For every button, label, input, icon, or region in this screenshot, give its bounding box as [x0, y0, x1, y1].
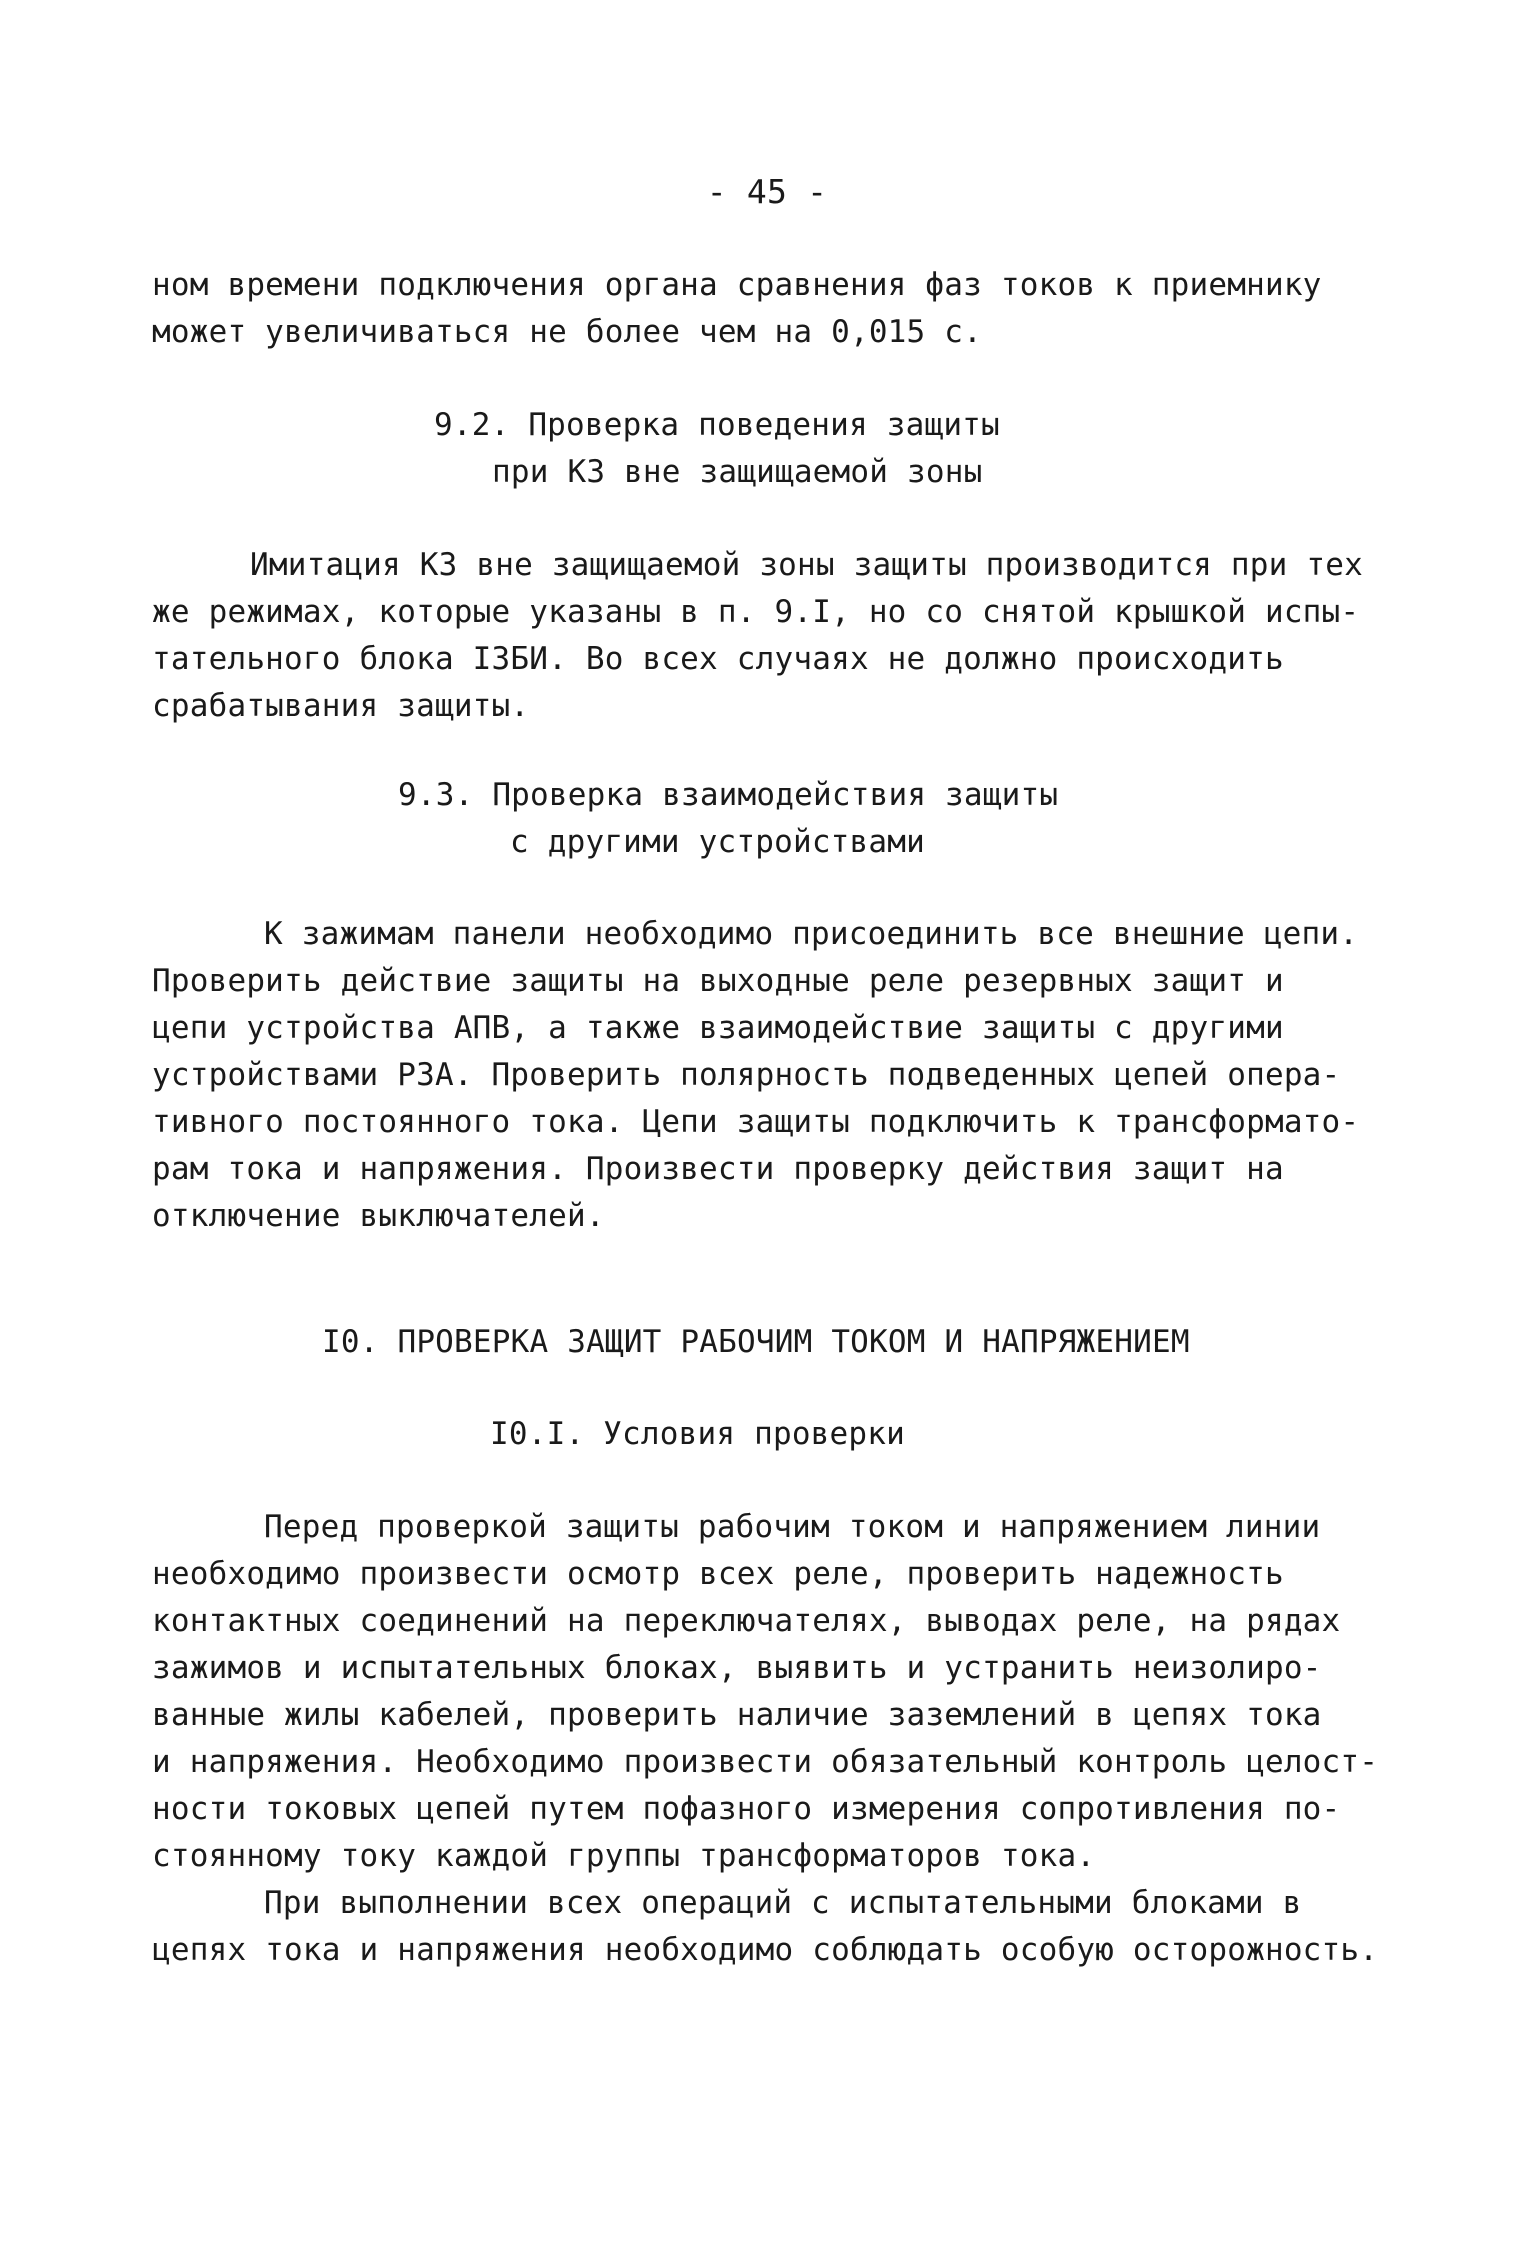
section-10-1-p1-line-7: ности токовых цепей путем пофазного измерения сопротивления по-	[152, 1791, 1341, 1827]
section-10-1-p1-line-5: ванные жилы кабелей, проверить наличие заземлений в цепях тока	[152, 1697, 1322, 1733]
section-9-2-text-line-3: тательного блока I3БИ. Во всех случаях не должно происходить	[152, 641, 1284, 677]
section-10-1-subheading: I0.I. Условия проверки	[490, 1416, 905, 1452]
section-10-1-p1-line-8: стоянному току каждой группы трансформаторов тока.	[152, 1838, 1096, 1874]
section-10-1-p1-line-2: необходимо произвести осмотр всех реле, проверить надежность	[152, 1556, 1284, 1592]
section-9-3-text-line-1: К зажимам панели необходимо присоединить все внешние цепи.	[264, 916, 1359, 952]
section-9-3-text-line-2: Проверить действие защиты на выходные реле резервных защит и	[152, 963, 1284, 999]
section-10-1-p1-line-3: контактных соединений на переключателях, выводах реле, на рядах	[152, 1603, 1341, 1639]
section-9-3-heading-line-2: с другими устройствами	[510, 824, 925, 860]
section-10-1-p2-line-2: цепях тока и напряжения необходимо соблюдать особую осторожность.	[152, 1932, 1379, 1968]
section-9-3-text-line-5: тивного постоянного тока. Цепи защиты подключить к трансформато-	[152, 1104, 1360, 1140]
section-10-1-p1-line-4: зажимов и испытательных блоках, выявить и устранить неизолиро-	[152, 1650, 1322, 1686]
section-10-1-p1-line-1: Перед проверкой защиты рабочим током и напряжением линии	[264, 1509, 1321, 1545]
section-9-2-heading-line-1: 9.2. Проверка поведения защиты	[434, 407, 1000, 443]
page-number: - 45 -	[706, 172, 828, 211]
section-9-3-text-line-3: цепи устройства АПВ, а также взаимодействие защиты с другими	[152, 1010, 1284, 1046]
section-9-2-text-line-1: Имитация КЗ вне защищаемой зоны защиты производится при тех	[250, 547, 1363, 583]
section-9-3-heading-line-1: 9.3. Проверка взаимодействия защиты	[398, 777, 1059, 813]
section-9-3-text-line-6: рам тока и напряжения. Произвести проверку действия защит на	[152, 1151, 1284, 1187]
section-10-1-p1-line-6: и напряжения. Необходимо произвести обязательный контроль целост-	[152, 1744, 1379, 1780]
section-9-3-text-line-4: устройствами РЗА. Проверить полярность подведенных цепей опера-	[152, 1057, 1341, 1093]
section-10-heading: I0. ПРОВЕРКА ЗАЩИТ РАБОЧИМ ТОКОМ И НАПРЯЖЕНИЕМ	[322, 1324, 1190, 1360]
section-10-1-p2-line-1: При выполнении всех операций с испытательными блоками в	[264, 1885, 1302, 1921]
intro-line-2: может увеличиваться не более чем на 0,015 с.	[152, 314, 982, 350]
section-9-2-text-line-2: же режимах, которые указаны в п. 9.I, но со снятой крышкой испы-	[152, 594, 1360, 630]
intro-line-1: ном времени подключения органа сравнения фаз токов к приемнику	[152, 267, 1322, 303]
section-9-3-text-line-7: отключение выключателей.	[152, 1198, 605, 1234]
section-9-2-text-line-4: срабатывания защиты.	[152, 688, 530, 724]
section-9-2-heading-line-2: при КЗ вне защищаемой зоны	[492, 454, 983, 490]
